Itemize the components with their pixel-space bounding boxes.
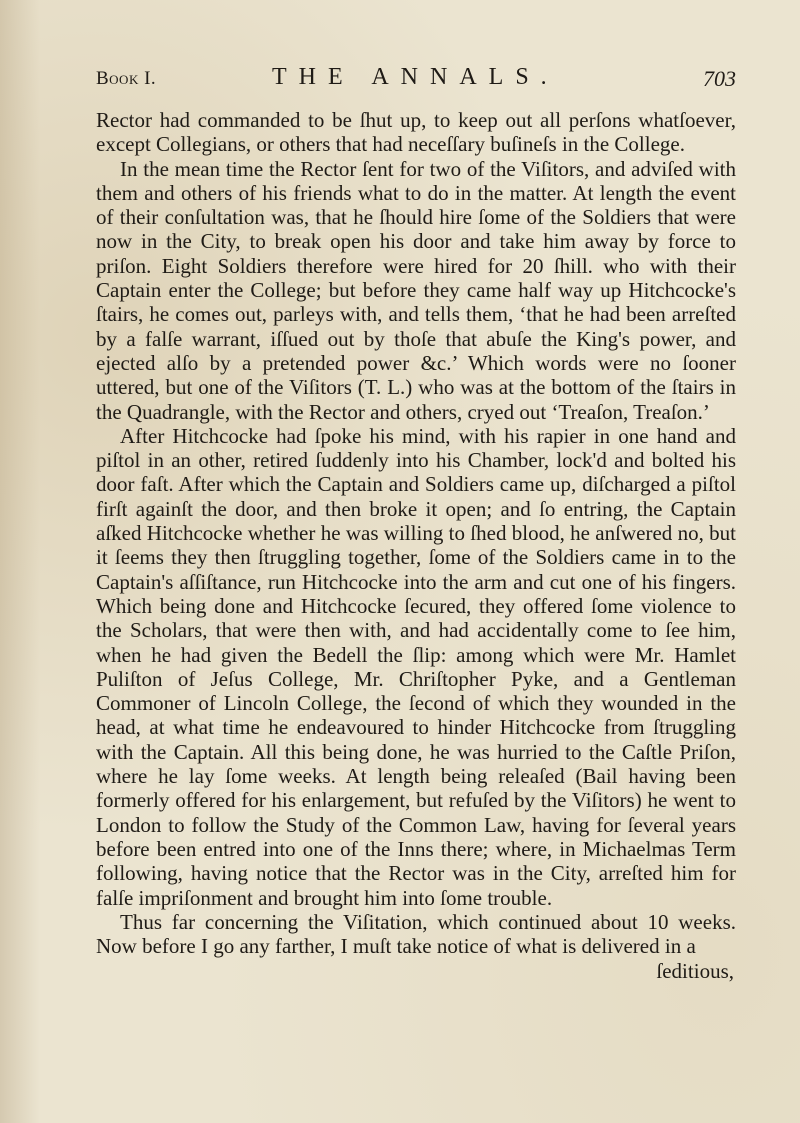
running-header <box>96 64 736 94</box>
paragraph: After Hitchcocke had ſpoke his mind, with his rapier in one hand and piſtol in an other, retired ſuddenly into his Chamber, lock'd and bolted his door faſt. After which the Captain and Soldiers came up, diſcharged a piſtol firſt againſt the door, and then broke it open; and ſo entring, the Captain aſked Hitchcocke whether he was willing to ſhed blood, he anſwered no, but it ſeems they then ſtruggling together, ſome of the Soldiers came in to the Captain's aſſiſtance, run Hitchcocke into the arm and cut one of his fingers. Which being done and Hitchcocke ſecured, they offered ſome violence to the Scholars, that were then with, and had accidentally come to ſee him, when he had given the Bedell the ſlip: among which were Mr. Hamlet Puliſton of Jeſus College, Mr. Chriſtopher Pyke, and a Gentleman Commoner of Lincoln College, the ſecond of which they wounded in the head, at what time he endeavoured to hinder Hitchcocke from ſtruggling with the Captain. All this being done, he was hurried to the Caſtle Priſon, where he lay ſome weeks. At length being releaſed (Bail having been formerly offered for his enlargement, but refuſed by the Viſitors) he went to London to follow the Study of the Common Law, having for ſeveral years before been entred into one of the Inns there; where, in Michaelmas Term following, having notice that the Rector was in the City, arreſted him for falſe impriſonment and brought him into ſome trouble. <box>96 423 736 910</box>
page-number: 703 <box>703 66 736 91</box>
book-label: Book I. <box>96 68 157 89</box>
catchword: ſeditious, <box>656 959 734 983</box>
body-text <box>96 108 736 958</box>
running-title: THE ANNALS. <box>272 64 559 90</box>
paragraph: In the mean time the Rector ſent for two of the Viſitors, and adviſed with them and others of his friends what to do in the matter. At length the event of their conſultation was, that he ſhould hire ſome of the Soldiers that were now in the City, to break open his door and take him away by force to priſon. Eight Soldiers therefore were hired for 20 ſhill. who with their Captain enter the College; but before they came half way up Hitchcocke's ſtairs, he comes out, parleys with, and tells them, ‘that he had been arreſted by a falſe warrant, iſſued out by thoſe that abuſe the King's power, and ejected alſo by a pretended power &c.’ Which words were no ſooner uttered, but one of the Viſitors (T. L.) who was at the bottom of the ſtairs in the Quadrangle, with the Rector and others, cryed out ‘Treaſon, Treaſon.’ <box>96 156 736 424</box>
paragraph: Rector had commanded to be ſhut up, to keep out all perſons whatſoever, except Collegians, or others that had neceſſary buſineſs in the College. <box>96 108 736 157</box>
paragraph: Thus far concerning the Viſitation, which continued about 10 weeks. Now before I go any farther, I muſt take notice of what is delivered in a <box>96 909 736 959</box>
